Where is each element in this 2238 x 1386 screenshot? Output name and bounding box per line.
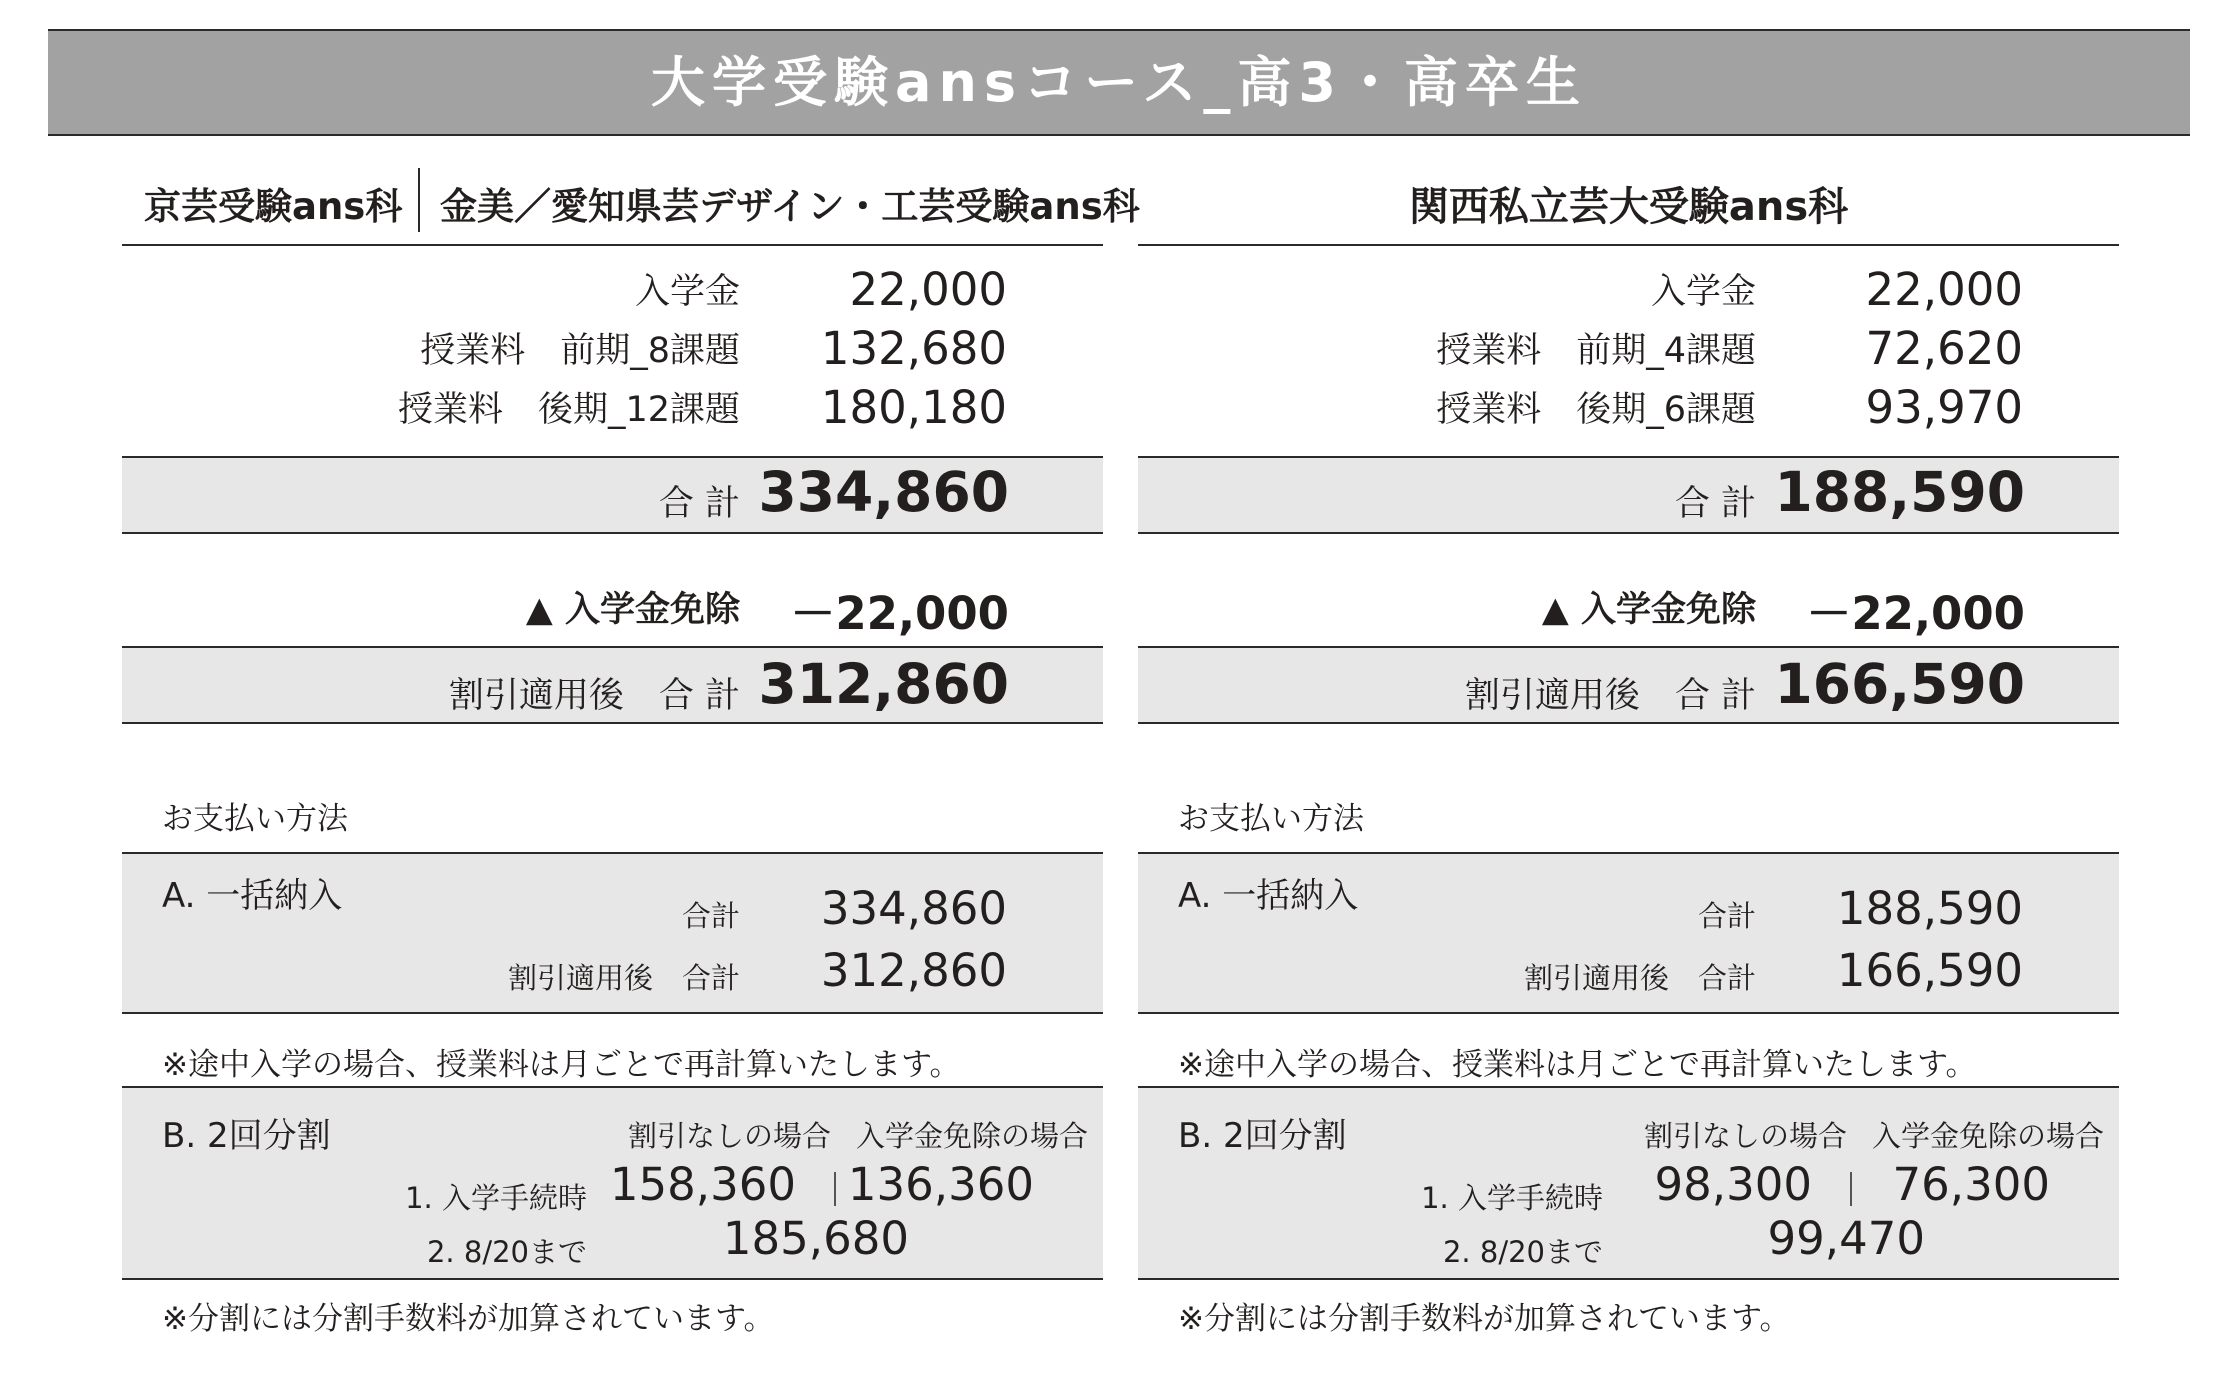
column-header-kyogei: 京芸受験ans科 — [144, 185, 403, 228]
kyogei-kinbi-column — [122, 136, 1140, 1386]
lump-sum-discount-label: 割引適用後 合計 — [507, 961, 740, 995]
split-row1-exempt-value: 76,300 — [1892, 1158, 2050, 1211]
tuition-first-term-value: 132,680 — [820, 322, 1007, 375]
header-underline — [1138, 244, 2119, 246]
split-row1-divider — [1850, 1172, 1852, 1206]
split-row2-value: 99,470 — [1767, 1212, 1925, 1265]
lump-sum-box — [122, 852, 1103, 1014]
tuition-second-term-value: 93,970 — [1865, 381, 2023, 434]
exemption-label: ▲ 入学金免除 — [525, 590, 740, 630]
exemption-value: －22,000 — [1806, 587, 2025, 640]
tuition-first-term-value: 72,620 — [1865, 322, 2023, 375]
split-row2-value: 185,680 — [722, 1212, 909, 1265]
exemption-value: －22,000 — [790, 587, 1009, 640]
discounted-total-label: 割引適用後 合 計 — [448, 676, 740, 716]
kansai-private-column — [1138, 136, 2119, 1386]
split-row2-label: 2. 8/20まで — [1442, 1235, 1603, 1269]
total-value: 334,860 — [758, 460, 1009, 524]
lump-sum-total-label: 合計 — [681, 899, 740, 933]
mid-enrollment-note: ※途中入学の場合、授業料は月ごとで再計算いたします。 — [1178, 1047, 1977, 1083]
discounted-total-band — [122, 646, 1103, 724]
split-col-no-discount: 割引なしの場合 — [628, 1119, 832, 1153]
column-header-kinbi-aichi: 金美／愛知県芸デザイン・工芸受験ans科 — [440, 185, 1140, 228]
tuition-second-term-label: 授業料 後期_12課題 — [397, 390, 740, 430]
total-band — [122, 456, 1103, 534]
split-payment-title: B. 2回分割 — [1178, 1116, 1347, 1156]
discounted-total-value: 312,860 — [758, 652, 1009, 716]
exemption-label: ▲ 入学金免除 — [1541, 590, 1756, 630]
discounted-total-label: 割引適用後 合 計 — [1464, 676, 1756, 716]
lump-sum-title: A. 一括納入 — [162, 876, 343, 916]
payment-method-heading: お支払い方法 — [162, 801, 348, 837]
tuition-second-term-value: 180,180 — [820, 381, 1007, 434]
course-title-banner: 大学受験ansコース_高3・高卒生 — [48, 29, 2190, 136]
split-row1-no-discount-value: 98,300 — [1654, 1158, 1812, 1211]
lump-sum-title: A. 一括納入 — [1178, 876, 1359, 916]
admission-fee-label: 入学金 — [1650, 272, 1756, 312]
split-row1-label: 1. 入学手続時 — [1421, 1181, 1603, 1215]
lump-sum-total-label: 合計 — [1697, 899, 1756, 933]
admission-fee-label: 入学金 — [634, 272, 740, 312]
total-label: 合 計 — [658, 484, 740, 524]
tuition-second-term-label: 授業料 後期_6課題 — [1436, 390, 1756, 430]
total-value: 188,590 — [1774, 460, 2025, 524]
admission-fee-value: 22,000 — [1865, 263, 2023, 316]
payment-method-heading: お支払い方法 — [1178, 801, 1364, 837]
lump-sum-box — [1138, 852, 2119, 1014]
lump-sum-discount-value: 312,860 — [820, 944, 1007, 997]
column-header-kansai: 関西私立芸大受験ans科 — [1408, 184, 1849, 230]
discounted-total-value: 166,590 — [1774, 652, 2025, 716]
tuition-first-term-label: 授業料 前期_4課題 — [1436, 331, 1756, 371]
split-col-exempt: 入学金免除の場合 — [856, 1119, 1089, 1153]
lump-sum-discount-value: 166,590 — [1836, 944, 2023, 997]
split-row2-label: 2. 8/20まで — [426, 1235, 587, 1269]
tuition-first-term-label: 授業料 前期_8課題 — [420, 331, 740, 371]
split-payment-title: B. 2回分割 — [162, 1116, 331, 1156]
split-payment-box — [1138, 1086, 2119, 1280]
split-col-exempt: 入学金免除の場合 — [1872, 1119, 2105, 1153]
discounted-total-band — [1138, 646, 2119, 724]
admission-fee-value: 22,000 — [849, 263, 1007, 316]
split-row1-divider — [834, 1172, 836, 1206]
header-underline — [122, 244, 1103, 246]
mid-enrollment-note: ※途中入学の場合、授業料は月ごとで再計算いたします。 — [162, 1047, 961, 1083]
split-payment-box — [122, 1086, 1103, 1280]
split-row1-exempt-value: 136,360 — [847, 1158, 1034, 1211]
split-fee-note: ※分割には分割手数料が加算されています。 — [1178, 1301, 1791, 1337]
total-label: 合 計 — [1674, 484, 1756, 524]
lump-sum-total-value: 334,860 — [820, 882, 1007, 935]
split-row1-no-discount-value: 158,360 — [609, 1158, 796, 1211]
total-band — [1138, 456, 2119, 534]
header-divider — [418, 168, 420, 232]
lump-sum-discount-label: 割引適用後 合計 — [1523, 961, 1756, 995]
split-fee-note: ※分割には分割手数料が加算されています。 — [162, 1301, 775, 1337]
split-row1-label: 1. 入学手続時 — [405, 1181, 587, 1215]
split-col-no-discount: 割引なしの場合 — [1644, 1119, 1848, 1153]
lump-sum-total-value: 188,590 — [1836, 882, 2023, 935]
